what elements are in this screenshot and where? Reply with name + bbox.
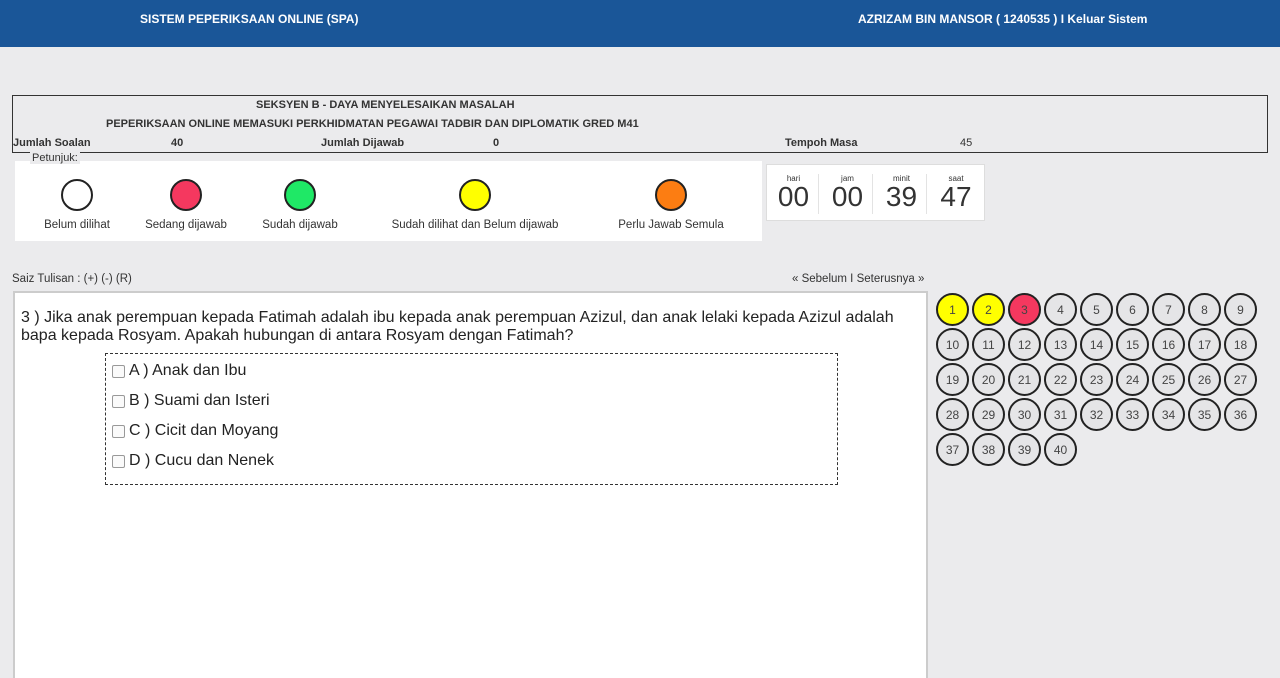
checkbox[interactable] (112, 395, 125, 408)
legend-label: Belum dilihat (44, 219, 110, 231)
legend-item-belum-dilihat (37, 179, 117, 231)
checkbox[interactable] (112, 425, 125, 438)
option-label: A ) Anak dan Ibu (129, 362, 247, 379)
previous-link[interactable]: « Sebelum (792, 273, 847, 285)
status-circle-icon (170, 179, 202, 211)
question-number-button[interactable]: 32 (1080, 398, 1113, 431)
question-number-button[interactable]: 27 (1224, 363, 1257, 396)
question-number-button[interactable]: 10 (936, 328, 969, 361)
timer-seconds-label: saat (948, 174, 964, 183)
legend-label: Sudah dijawab (262, 219, 338, 231)
font-decrease-button[interactable]: (-) (101, 273, 113, 285)
timer-days-value: 00 (777, 181, 810, 212)
question-number-button[interactable]: 35 (1188, 398, 1221, 431)
question-number-button[interactable]: 1 (936, 293, 969, 326)
checkbox[interactable] (112, 365, 125, 378)
timer-hours-value: 00 (831, 181, 864, 212)
legend-item-sudah-dijawab (255, 179, 345, 231)
question-number-button[interactable]: 22 (1044, 363, 1077, 396)
question-number-button[interactable]: 30 (1008, 398, 1041, 431)
option-b[interactable] (112, 392, 270, 410)
legend-label: Sudah dilihat dan Belum dijawab (391, 219, 559, 231)
question-number-button[interactable]: 39 (1008, 433, 1041, 466)
question-number-button[interactable]: 12 (1008, 328, 1041, 361)
answered-label: Jumlah Dijawab (321, 137, 405, 149)
font-size-label: Saiz Tulisan : (12, 273, 81, 285)
question-number-button[interactable]: 5 (1080, 293, 1113, 326)
nav-separator: I (846, 273, 857, 285)
question-number-button[interactable]: 26 (1188, 363, 1221, 396)
header-separator: I (1057, 12, 1068, 26)
question-number-button[interactable]: 16 (1152, 328, 1185, 361)
question-number-button[interactable]: 38 (972, 433, 1005, 466)
question-number-button[interactable]: 24 (1116, 363, 1149, 396)
answer-options (105, 353, 838, 485)
option-c[interactable] (112, 422, 278, 440)
question-number-button[interactable]: 19 (936, 363, 969, 396)
font-size-controls (12, 273, 132, 285)
question-number-button[interactable]: 14 (1080, 328, 1113, 361)
status-circle-icon (284, 179, 316, 211)
timer-hours (823, 174, 873, 214)
exam-info-panel (12, 95, 1268, 153)
question-number-button[interactable]: 23 (1080, 363, 1113, 396)
question-number-button[interactable]: 40 (1044, 433, 1077, 466)
question-number-button[interactable]: 4 (1044, 293, 1077, 326)
legend-panel (15, 161, 762, 241)
app-title: SISTEM PEPERIKSAAN ONLINE (SPA) (140, 12, 359, 26)
timer-minutes-value: 39 (885, 181, 918, 212)
question-number-button[interactable]: 7 (1152, 293, 1185, 326)
next-link[interactable]: Seterusnya » (856, 273, 925, 285)
question-number-button[interactable]: 34 (1152, 398, 1185, 431)
user-name: AZRIZAM BIN MANSOR ( 1240535 ) (858, 12, 1058, 26)
status-circle-icon (655, 179, 687, 211)
question-number-button[interactable]: 37 (936, 433, 969, 466)
question-number-button[interactable]: 20 (972, 363, 1005, 396)
timer-hours-label: jam (841, 174, 854, 183)
legend-item-perlu-jawab-semula (611, 179, 731, 231)
question-number-button[interactable]: 17 (1188, 328, 1221, 361)
question-number-button[interactable]: 18 (1224, 328, 1257, 361)
timer-days (769, 174, 819, 214)
legend-label: Sedang dijawab (145, 219, 227, 231)
option-label: D ) Cucu dan Nenek (129, 452, 274, 469)
question-number-button[interactable]: 9 (1224, 293, 1257, 326)
question-number-button[interactable]: 3 (1008, 293, 1041, 326)
total-questions-value: 40 (171, 137, 184, 149)
timer-minutes-label: minit (893, 174, 910, 183)
question-number-button[interactable]: 31 (1044, 398, 1077, 431)
question-number-button[interactable]: 25 (1152, 363, 1185, 396)
option-d[interactable] (112, 452, 274, 470)
top-bar (0, 0, 1280, 47)
question-number-button[interactable]: 29 (972, 398, 1005, 431)
question-number-button[interactable]: 6 (1116, 293, 1149, 326)
user-area (858, 12, 1147, 26)
question-number-button[interactable]: 2 (972, 293, 1005, 326)
timer-seconds-value: 47 (940, 181, 972, 212)
checkbox[interactable] (112, 455, 125, 468)
timer-days-label: hari (786, 174, 801, 183)
legend-item-sedang-dijawab (138, 179, 234, 231)
option-label: B ) Suami dan Isteri (129, 392, 270, 409)
question-text: 3 ) Jika anak perempuan kepada Fatimah adalah ibu kepada anak perempuan Azizul, dan anak lelaki kepada Azizul adalah bapa kepada Rosyam. Apakah hubungan di antara Rosyam dengan Fatimah? (21, 309, 894, 344)
duration-value: 45 (960, 137, 973, 149)
question-number-button[interactable]: 13 (1044, 328, 1077, 361)
question-number-button[interactable]: 15 (1116, 328, 1149, 361)
font-reset-button[interactable]: (R) (115, 273, 132, 285)
logout-link[interactable]: Keluar Sistem (1067, 12, 1148, 26)
answered-value: 0 (493, 137, 500, 149)
question-number-button[interactable]: 28 (936, 398, 969, 431)
timer-seconds (931, 174, 981, 214)
timer-minutes (877, 174, 927, 214)
question-number-button[interactable]: 21 (1008, 363, 1041, 396)
question-number-button[interactable]: 33 (1116, 398, 1149, 431)
status-circle-icon (61, 179, 93, 211)
legend-item-sudah-dilihat-belum-dijawab (383, 179, 567, 231)
option-a[interactable] (112, 362, 246, 380)
legend-label: Perlu Jawab Semula (618, 219, 724, 231)
exam-title: PEPERIKSAAN ONLINE MEMASUKI PERKHIDMATAN PEGAWAI TADBIR DAN DIPLOMATIK GRED M41 (106, 118, 639, 130)
question-navigation (792, 273, 924, 285)
option-label: C ) Cicit dan Moyang (129, 422, 279, 439)
countdown-timer (766, 164, 985, 221)
question-number-button[interactable]: 8 (1188, 293, 1221, 326)
question-panel (13, 291, 928, 678)
total-questions-label: Jumlah Soalan (13, 137, 91, 149)
duration-label: Tempoh Masa (785, 137, 858, 149)
legend-title: Petunjuk: (32, 152, 78, 164)
font-increase-button[interactable]: (+) (83, 273, 98, 285)
section-title: SEKSYEN B - DAYA MENYELESAIKAN MASALAH (256, 99, 515, 111)
question-number-button[interactable]: 36 (1224, 398, 1257, 431)
status-circle-icon (459, 179, 491, 211)
question-number-button[interactable]: 11 (972, 328, 1005, 361)
